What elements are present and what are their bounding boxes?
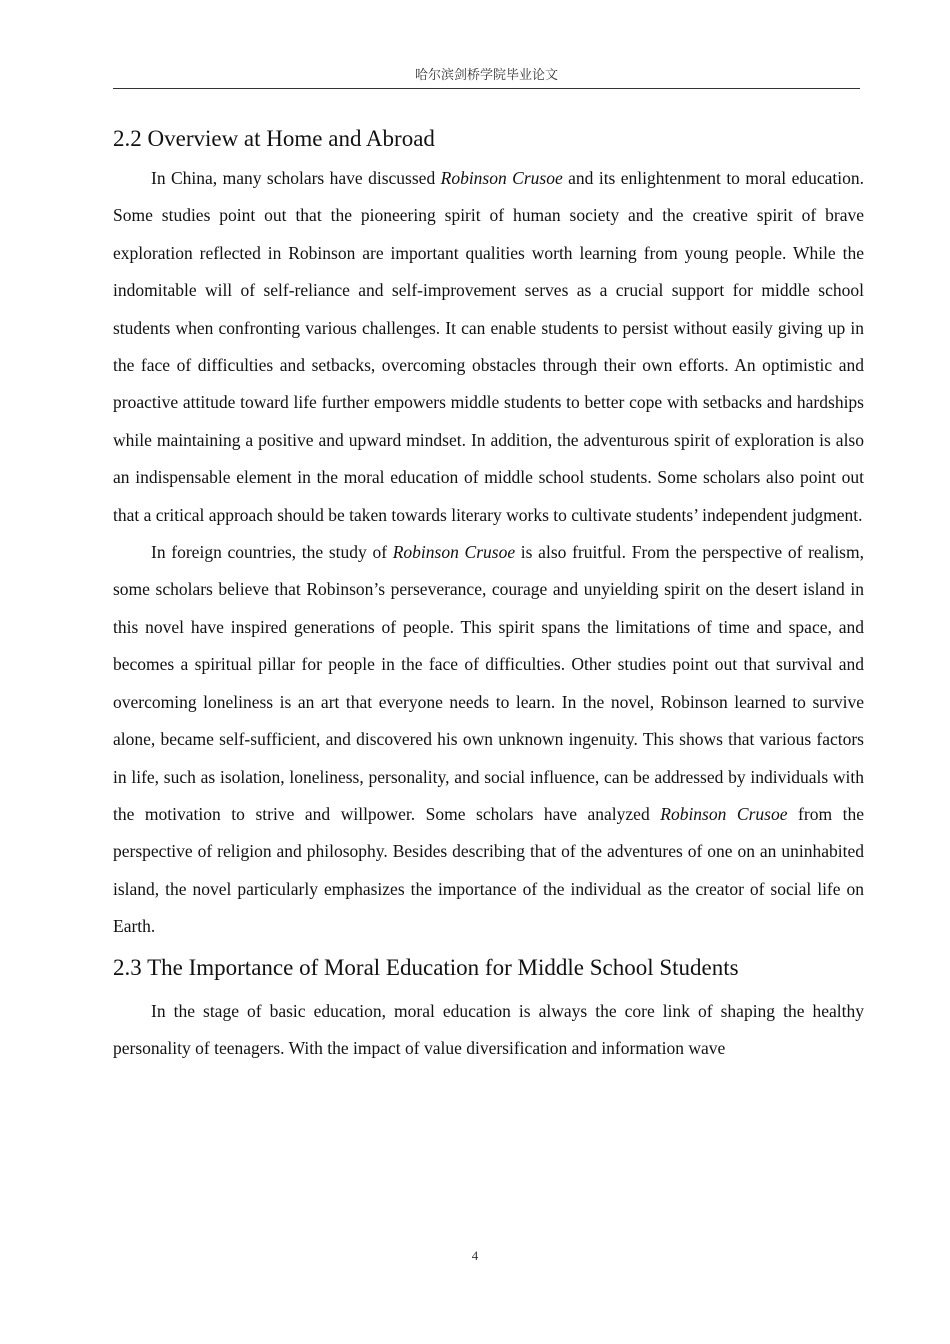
paragraph-text: is also fruitful. From the perspective of realism, some scholars believe that Robinson’s perseverance, courage and unyielding spirit on the desert island in this novel have inspired generations of people. This spirit spans the limitations of time and space, and becomes a spiritual pillar for people in the face of difficulties. Other studies point out that survival and overcoming loneliness is an art that everyone needs to learn. In the novel, Robinson learned to survive alone, became self-sufficient, and discovered his own unknown ingenuity. This shows that various factors in life, such as isolation, loneliness, personality, and social influence, can be addressed by individuals with the motivation to strive and willpower. Some scholars have analyzed bbox=[113, 542, 864, 824]
page-number: 4 bbox=[471, 1248, 479, 1263]
header-title: 哈尔滨剑桥学院毕业论文 bbox=[414, 68, 558, 83]
paragraph-text: In foreign countries, the study of bbox=[151, 542, 393, 563]
book-title: Robinson Crusoe bbox=[440, 168, 563, 188]
book-title: Robinson Crusoe bbox=[392, 542, 516, 563]
page-header bbox=[113, 66, 860, 89]
section-heading-2-3: 2.3 The Importance of Moral Education for Middle School Students bbox=[113, 954, 739, 980]
section-heading-2-2: 2.2 Overview at Home and Abroad bbox=[113, 126, 435, 151]
main-content bbox=[113, 122, 864, 1067]
paragraph-text: from the perspective of religion and philosophy. Besides describing that of the adventures of one on an uninhabited island, the novel particularly emphasizes the importance of the individual as the creator of social life on Earth. bbox=[113, 803, 864, 937]
paragraph-china-scholars bbox=[113, 160, 864, 534]
paragraph-foreign-scholars bbox=[113, 534, 864, 945]
paragraph-text: In China, many scholars have discussed bbox=[151, 168, 441, 188]
paragraph-text: and its enlightenment to moral education. Some studies point out that the pioneering spirit of human society and the creative spirit of brave exploration reflected in Robinson are important qualities worth learning from young people. While the indomitable will of self-reliance and self-improvement serves as a crucial support for middle school students when confronting various challenges. It can enable students to persist without easily giving up in the face of difficulties and setbacks, overcoming obstacles through their own efforts. An optimistic and proactive attitude toward life further empowers middle students to better cope with setbacks and hardships while maintaining a positive and upward mindset. In addition, the adventurous spirit of exploration is also an indispensable element in the moral education of middle school students. Some scholars also point out that a critical approach should be taken towards literary works to cultivate students’ independent judgment. bbox=[113, 168, 864, 525]
book-title: Robinson Crusoe bbox=[660, 803, 788, 824]
paragraph-moral-education: In the stage of basic education, moral education is always the core link of shaping the healthy personality of teenagers. With the impact of value diversification and information wave bbox=[113, 1000, 864, 1058]
